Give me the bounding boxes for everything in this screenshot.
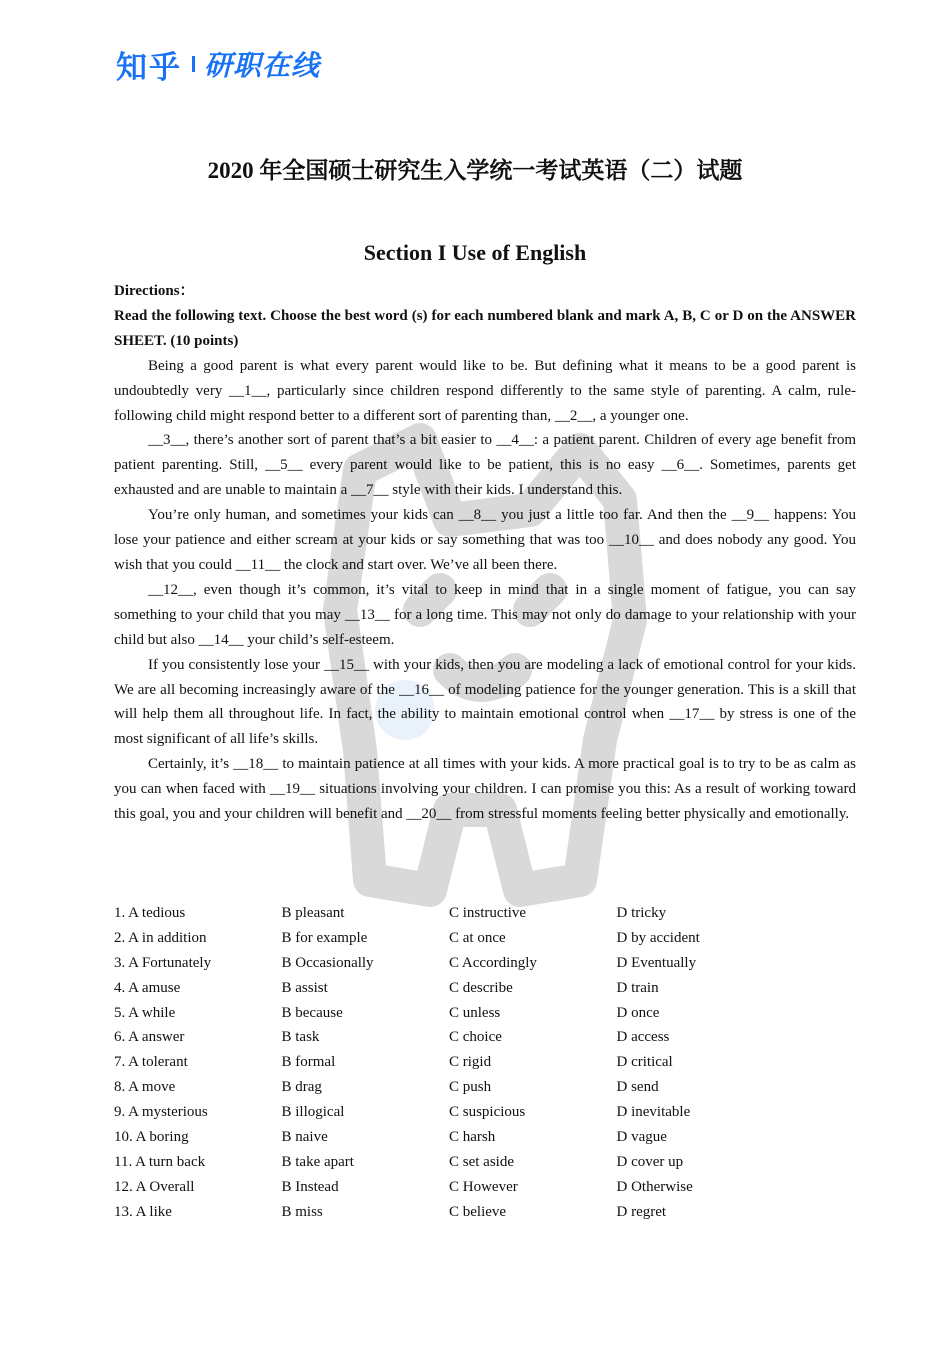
option-d: D by accident — [616, 929, 700, 946]
passage-paragraph: You’re only human, and sometimes your kids can __8__ you just a little too far. And then the __9__ happens: You lose your patience and either scream at your kids or say something that was too __10__ and does nobody any good. You wish that you could __11__ the clock and start over. We’ve all been there. — [114, 507, 856, 573]
option-row — [114, 1001, 856, 1026]
option-c: C set aside — [449, 1153, 514, 1170]
option-row — [114, 1200, 856, 1225]
option-a: 6. A answer — [114, 1029, 185, 1046]
option-d: D inevitable — [616, 1104, 691, 1121]
option-c: C unless — [449, 1004, 501, 1021]
option-row — [114, 1050, 856, 1075]
answer-options-list — [114, 901, 856, 1225]
section-heading: Section I Use of English — [363, 240, 587, 265]
option-a: 8. A move — [114, 1079, 176, 1096]
option-b: B pleasant — [281, 905, 345, 921]
passage-paragraph: Certainly, it’s __18__ to maintain patience at all times with your kids. A more practical goal is to try to be as calm as you can when faced with __19__ situations involving your children. I can promise you this: As a result of working toward this goal, you and your children will benefit and __20__ from stressful moments feeling better physically and emotionally. — [114, 756, 856, 823]
option-b: B task — [281, 1029, 320, 1046]
option-d: D tricky — [616, 905, 667, 921]
option-a: 12. A Overall — [114, 1178, 195, 1195]
option-b: B miss — [281, 1203, 323, 1220]
option-row — [114, 1125, 856, 1150]
option-c: C suspicious — [449, 1104, 526, 1121]
option-a: 13. A like — [114, 1203, 172, 1220]
option-c: C believe — [449, 1203, 507, 1220]
option-b: B because — [281, 1004, 343, 1021]
option-d: D Eventually — [616, 954, 697, 971]
option-a: 3. A Fortunately — [114, 954, 212, 971]
option-c: C instructive — [449, 905, 527, 921]
option-c: C at once — [449, 929, 506, 946]
option-d: D Otherwise — [616, 1178, 693, 1195]
zhihu-yanzhi-logo — [116, 44, 320, 84]
option-c: C describe — [449, 979, 513, 996]
option-row — [114, 951, 856, 976]
option-d: D vague — [616, 1129, 667, 1146]
option-b: B Occasionally — [281, 954, 374, 971]
passage-paragraph: Being a good parent is what every parent would like to be. But defining what it means to be a good parent is undoubtedly very __1__, particularly since children respond differently to the same style of parenting. A calm, rule-following child might respond better to a different sort of parenting than, __2__, a younger one. — [114, 357, 856, 424]
use-of-english-passage — [114, 279, 856, 827]
option-d: D regret — [616, 1203, 667, 1220]
option-b: B assist — [281, 979, 328, 996]
option-row — [114, 1175, 856, 1200]
passage-paragraph: __12__, even though it’s common, it’s vital to keep in mind that in a single moment of fatigue, you can say something to your child that you may __13__ for a long time. This may not only do damage to your relationship with your child but also __14__ your child’s self-esteem. — [114, 581, 856, 648]
option-b: B naive — [281, 1129, 328, 1146]
option-d: D critical — [616, 1054, 673, 1071]
option-c: C harsh — [449, 1129, 496, 1146]
option-d: D train — [616, 979, 659, 996]
option-b: B take apart — [281, 1153, 354, 1170]
option-a: 9. A mysterious — [114, 1104, 208, 1121]
logo-product: 研职在线 — [204, 49, 321, 82]
option-c: C push — [449, 1079, 492, 1096]
option-a: 11. A turn back — [114, 1153, 206, 1170]
option-row — [114, 1075, 856, 1100]
option-row — [114, 926, 856, 951]
option-a: 10. A boring — [114, 1129, 189, 1146]
passage-paragraph: If you consistently lose your __15__ with your kids, then you are modeling a lack of emotional control for your kids. We are all becoming increasingly aware of the __16__ of modeling patience for the younger generation. This is a skill that will help them all throughout life. In fact, the ability to maintain emotional control when __17__ by stress is one of the most significant of all life’s skills. — [114, 656, 856, 748]
option-c: C Accordingly — [449, 954, 537, 971]
option-a: 2. A in addition — [114, 929, 207, 946]
option-c: C However — [449, 1178, 518, 1195]
option-a: 4. A amuse — [114, 979, 181, 996]
option-row — [114, 1100, 856, 1125]
option-a: 7. A tolerant — [114, 1054, 188, 1071]
option-d: D send — [616, 1079, 659, 1096]
option-d: D cover up — [616, 1153, 684, 1170]
option-d: D access — [616, 1029, 670, 1046]
option-b: B for example — [281, 929, 368, 946]
option-b: B illogical — [281, 1104, 345, 1121]
option-c: C rigid — [449, 1054, 492, 1071]
logo-divider — [192, 56, 195, 72]
option-b: B Instead — [281, 1178, 339, 1195]
option-c: C choice — [449, 1029, 502, 1046]
option-row — [114, 1025, 856, 1050]
page-title: 2020 年全国硕士研究生入学统一考试英语（二）试题 — [207, 158, 743, 183]
option-a: 5. A while — [114, 1004, 176, 1021]
option-d: D once — [616, 1004, 660, 1021]
logo-brand: 知乎 — [116, 49, 182, 86]
option-a: 1. A tedious — [114, 905, 186, 921]
option-row — [114, 976, 856, 1001]
option-row — [114, 901, 856, 926]
option-b: B formal — [281, 1054, 336, 1071]
directions-label: Directions： — [114, 283, 195, 299]
passage-paragraph: __3__, there’s another sort of parent that’s a bit easier to __4__: a patient parent. Children of every age benefit from patient parenting. Still, __5__ every parent would like to be patient, this is no easy __6__. Sometimes, parents get exhausted and are unable to maintain a __7__ style with their kids. I understand this. — [114, 432, 856, 499]
directions-text: Read the following text. Choose the best word (s) for each numbered blank and mark A, B, C or D on the ANSWER SHEET. (10 points) — [114, 307, 856, 349]
option-row — [114, 1150, 856, 1175]
option-b: B drag — [281, 1079, 322, 1096]
